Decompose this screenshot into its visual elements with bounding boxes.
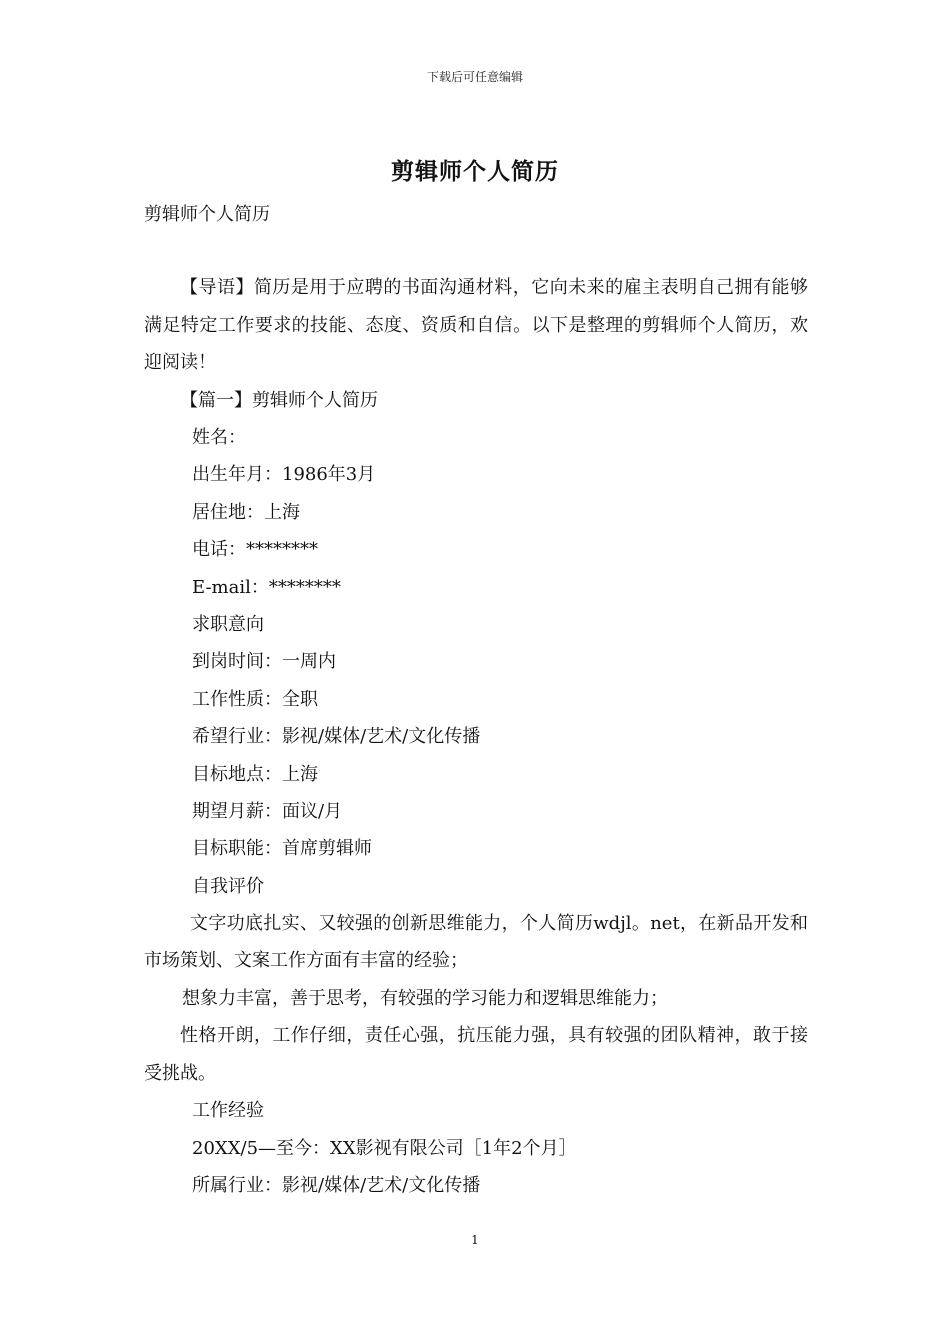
field-residence: 居住地：上海 — [192, 501, 300, 523]
intro-paragraph: 【导语】简历是用于应聘的书面沟通材料，它向未来的雇主表明自己拥有能够满足特定工作要求的技能、态度、资质和自信。以下是整理的剪辑师个人简历，欢迎阅读！ — [144, 277, 808, 374]
document-body — [144, 196, 808, 1204]
field-name: 姓名： — [192, 427, 246, 448]
self-evaluation-paragraph: 想象力丰富，善于思考，有较强的学习能力和逻辑思维能力； — [182, 987, 668, 1009]
heading-job-intent: 求职意向 — [192, 613, 264, 635]
spacer — [144, 233, 808, 269]
page-header-note: 下载后可任意编辑 — [426, 70, 523, 84]
field-phone: 电话：******** — [192, 539, 318, 561]
heading-work-experience: 工作经验 — [192, 1100, 264, 1122]
field-location: 目标地点：上海 — [192, 763, 318, 785]
field-target-role: 目标职能：首席剪辑师 — [192, 838, 372, 860]
section-heading: 【篇一】剪辑师个人简历 — [180, 389, 378, 411]
self-evaluation-paragraph: 性格开朗，工作仔细，责任心强，抗压能力强，具有较强的团队精神，敢于接受挑战。 — [144, 1025, 808, 1084]
field-start-time: 到岗时间：一周内 — [192, 651, 336, 673]
field-salary: 期望月薪：面议/月 — [192, 800, 343, 822]
self-evaluation-paragraph: 文字功底扎实、又较强的创新思维能力，个人简历wdjl。net，在新品开发和市场策划、文案工作方面有丰富的经验； — [144, 913, 808, 972]
document-title: 剪辑师个人简历 — [391, 159, 559, 185]
page-number: 1 — [471, 1233, 479, 1247]
experience-entry: 20XX/5—至今：XX影视有限公司［1年2个月］ — [192, 1137, 577, 1159]
document-subtitle: 剪辑师个人简历 — [144, 204, 270, 225]
field-email: E-mail：******** — [192, 576, 341, 598]
experience-industry: 所属行业：影视/媒体/艺术/文化传播 — [192, 1174, 481, 1196]
field-job-type: 工作性质：全职 — [192, 688, 318, 710]
field-industry: 希望行业：影视/媒体/艺术/文化传播 — [192, 726, 481, 748]
field-birth: 出生年月：1986年3月 — [192, 464, 376, 486]
heading-self-evaluation: 自我评价 — [192, 875, 264, 897]
